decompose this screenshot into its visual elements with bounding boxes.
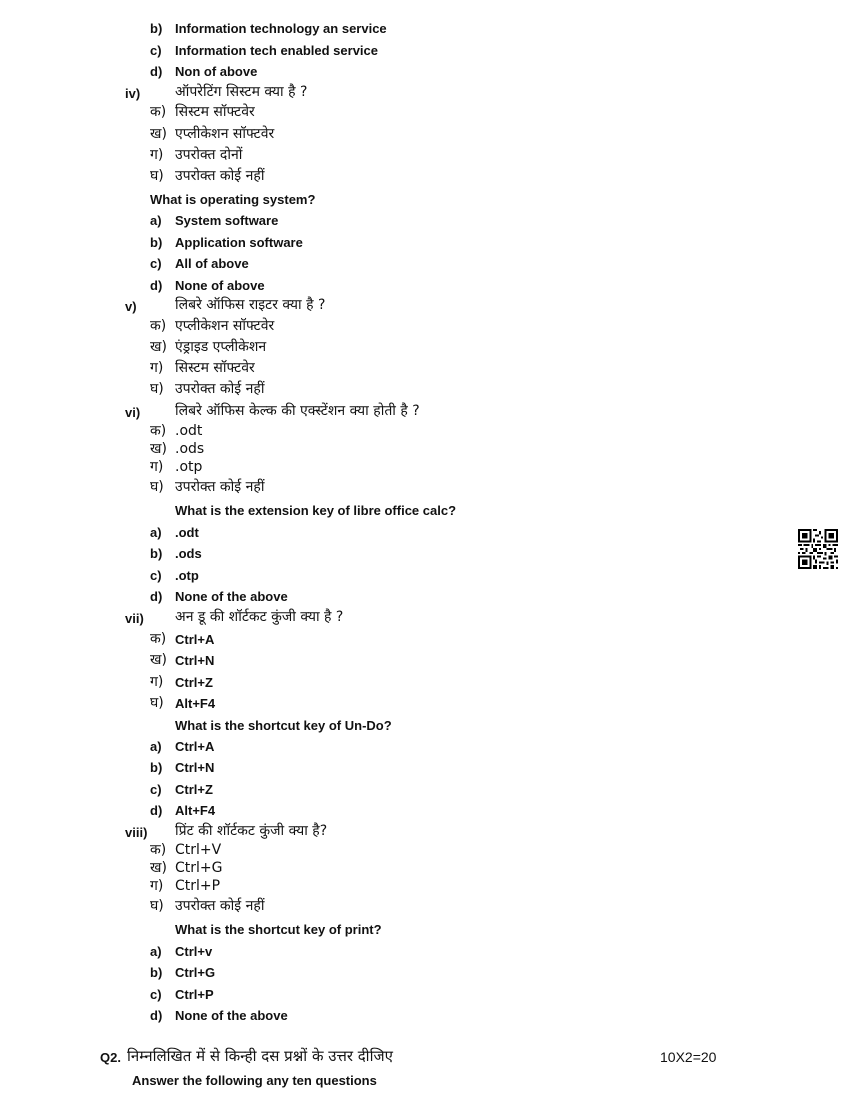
option-text: सिस्टम सॉफ्टवेर	[175, 360, 255, 376]
option-label: घ)	[150, 695, 164, 711]
option-text: .ods	[175, 441, 205, 457]
option-text: None of the above	[175, 589, 288, 604]
question-text: लिबरे ऑफिस राइटर क्या है ?	[175, 297, 326, 313]
option-text: उपरोक्त कोई नहीं	[175, 898, 265, 914]
option-label: घ)	[150, 381, 164, 397]
option-text: एप्लीकेशन सॉफ्टवेर	[175, 318, 275, 334]
english-question-text: What is the extension key of libre office calc?	[175, 503, 457, 518]
option-label: a)	[150, 944, 162, 959]
option-text: Ctrl+V	[175, 842, 222, 858]
option-label: क)	[150, 631, 167, 647]
option-label: घ)	[150, 479, 164, 495]
english-question-text: What is the shortcut key of Un-Do?	[175, 718, 392, 733]
option-label: ग)	[150, 147, 164, 163]
option-label: c)	[150, 987, 162, 1002]
option-label: b)	[150, 235, 163, 250]
option-text: उपरोक्त कोई नहीं	[175, 479, 265, 495]
option-label: b)	[150, 546, 163, 561]
option-text: Alt+F4	[175, 803, 216, 818]
option-label: a)	[150, 525, 162, 540]
option-label: घ)	[150, 898, 164, 914]
option-label: ग)	[150, 459, 164, 475]
option-text: .otp	[175, 568, 199, 583]
option-text: .odt	[175, 525, 199, 540]
q2-english-text: Answer the following any ten questions	[132, 1073, 377, 1088]
option-label: a)	[150, 739, 162, 754]
option-label: c)	[150, 782, 162, 797]
q2-marks: 10X2=20	[660, 1049, 717, 1065]
option-label: ग)	[150, 878, 164, 894]
q2-number: Q2.	[100, 1050, 121, 1065]
option-text: Ctrl+Z	[175, 675, 213, 690]
question-text: लिबरे ऑफिस केल्क की एक्स्टेंशन क्या होती है ?	[175, 403, 420, 419]
option-text: Information tech enabled service	[175, 43, 379, 58]
option-text: Application software	[175, 235, 303, 250]
option-label: d)	[150, 278, 163, 293]
option-label: d)	[150, 803, 163, 818]
qr-code-icon	[798, 529, 838, 569]
option-label: ख)	[150, 339, 167, 355]
option-text: एंड्राइड एप्लीकेशन	[175, 339, 267, 355]
option-text: None of the above	[175, 1008, 288, 1023]
question-number: iv)	[125, 86, 141, 101]
question-text: अन डू की शॉर्टकट कुंजी क्या है ?	[175, 609, 344, 625]
option-label: ख)	[150, 652, 167, 668]
option-text: System software	[175, 213, 279, 228]
option-text: सिस्टम सॉफ्टवेर	[175, 104, 255, 120]
option-label: क)	[150, 423, 167, 439]
option-label: ख)	[150, 860, 167, 876]
question-text: ऑपरेटिंग सिस्टम क्या है ?	[175, 84, 308, 100]
option-label: c)	[150, 43, 162, 58]
option-label: क)	[150, 842, 167, 858]
option-text: Ctrl+P	[175, 987, 214, 1002]
option-label: c)	[150, 256, 162, 271]
option-label: d)	[150, 589, 163, 604]
question-number: viii)	[125, 825, 148, 840]
q2-hindi-text: निम्नलिखित में से किन्ही दस प्रश्नों के उत्तर दीजिए	[127, 1047, 393, 1065]
question-text: प्रिंट की शॉर्टकट कुंजी क्या है?	[175, 823, 328, 839]
option-text: उपरोक्त दोनों	[175, 147, 243, 163]
option-text: Information technology an service	[175, 21, 387, 36]
option-text: उपरोक्त कोई नहीं	[175, 168, 265, 184]
option-text: Ctrl+N	[175, 760, 215, 775]
option-text: None of above	[175, 278, 265, 293]
option-text: All of above	[175, 256, 249, 271]
question-number: vii)	[125, 611, 144, 626]
option-label: a)	[150, 213, 162, 228]
question-number: vi)	[125, 405, 141, 420]
option-text: Non of above	[175, 64, 258, 79]
option-label: क)	[150, 318, 167, 334]
option-text: .otp	[175, 459, 203, 475]
option-text: Alt+F4	[175, 696, 216, 711]
option-text: उपरोक्त कोई नहीं	[175, 381, 265, 397]
option-label: ख)	[150, 126, 167, 142]
option-label: क)	[150, 104, 167, 120]
option-text: एप्लीकेशन सॉफ्टवेर	[175, 126, 275, 142]
option-label: b)	[150, 21, 163, 36]
option-text: Ctrl+G	[175, 965, 216, 980]
option-label: ग)	[150, 674, 164, 690]
option-label: ख)	[150, 441, 167, 457]
option-text: Ctrl+G	[175, 860, 223, 876]
option-label: ग)	[150, 360, 164, 376]
option-label: घ)	[150, 168, 164, 184]
english-question-text: What is the shortcut key of print?	[175, 922, 382, 937]
option-label: b)	[150, 965, 163, 980]
option-text: .odt	[175, 423, 203, 439]
option-text: Ctrl+v	[175, 944, 213, 959]
english-question-text: What is operating system?	[150, 192, 316, 207]
option-text: Ctrl+N	[175, 653, 215, 668]
option-label: d)	[150, 64, 163, 79]
option-text: Ctrl+A	[175, 632, 215, 647]
option-text: .ods	[175, 546, 202, 561]
option-label: b)	[150, 760, 163, 775]
option-text: Ctrl+A	[175, 739, 215, 754]
option-label: d)	[150, 1008, 163, 1023]
option-text: Ctrl+Z	[175, 782, 213, 797]
option-label: c)	[150, 568, 162, 583]
option-text: Ctrl+P	[175, 878, 221, 894]
question-number: v)	[125, 299, 137, 314]
